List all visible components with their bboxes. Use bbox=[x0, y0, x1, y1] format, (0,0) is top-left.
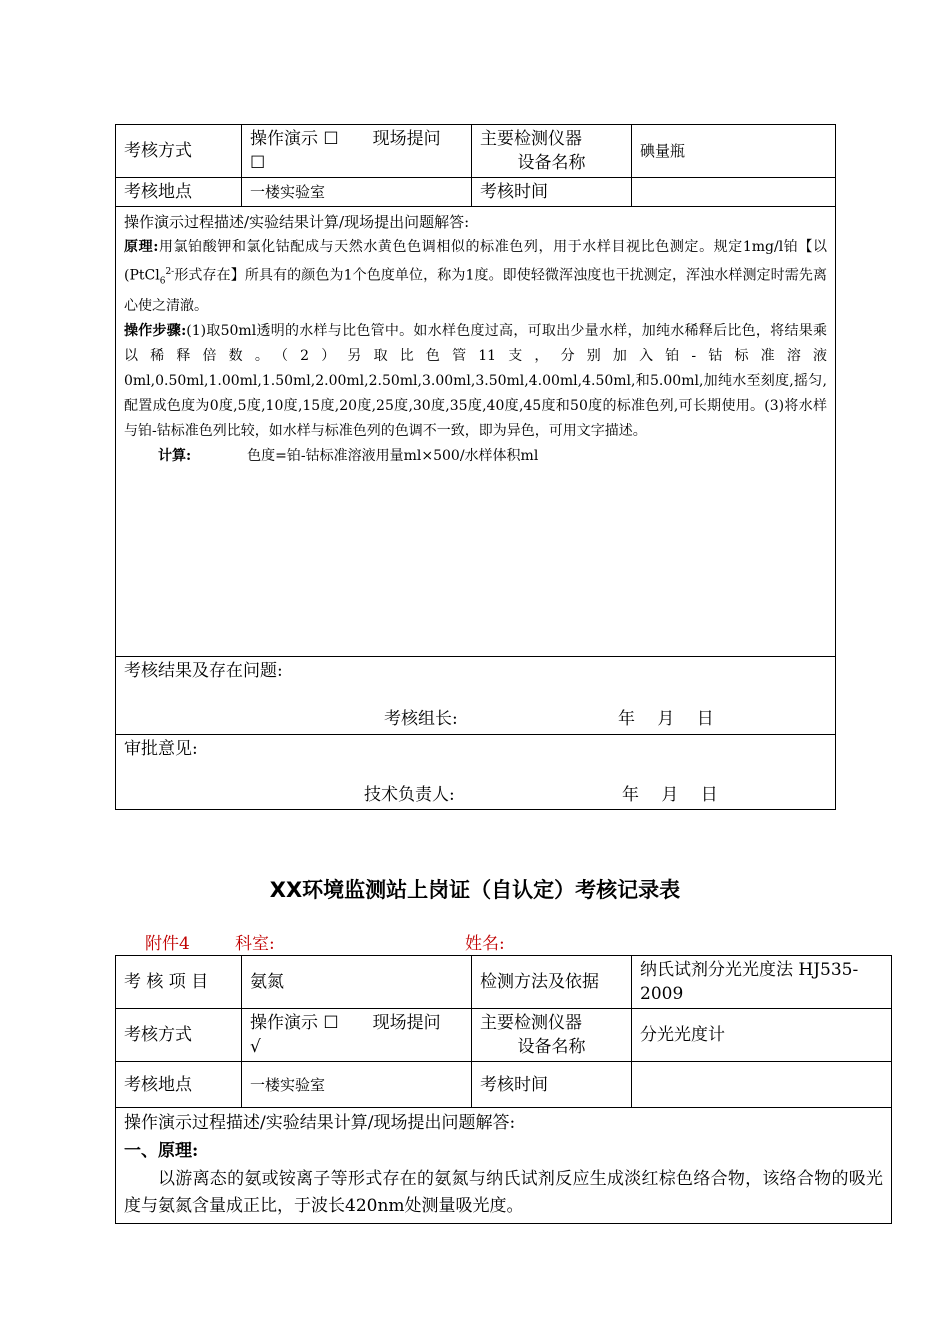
method-value-2-line1: 操作演示 ☐ 现场提问 bbox=[250, 1013, 441, 1033]
method-value-2-line2: √ bbox=[250, 1037, 261, 1057]
instrument-label-2 bbox=[472, 1009, 632, 1062]
approval-label: 审批意见: bbox=[124, 739, 198, 759]
principle-text-a: 用氯铂酸钾和氯化钴配成与天然水黄色色调相似的标准色列，用于水样目视比色测定。规定1mg/l铂【以(PtCl bbox=[124, 239, 828, 284]
item-label: 考 核 项 目 bbox=[116, 956, 242, 1009]
method-value-line2: ☐ bbox=[250, 153, 266, 173]
method-value-line1: 操作演示 ☐ 现场提问 bbox=[250, 129, 441, 149]
steps-label: 操作步骤: bbox=[124, 323, 187, 340]
time-label: 考核时间 bbox=[472, 178, 632, 207]
calc-paragraph bbox=[124, 444, 827, 469]
principle-paragraph bbox=[124, 235, 827, 319]
description-header-2: 操作演示过程描述/实验结果计算/现场提出问题解答: bbox=[124, 1113, 516, 1133]
form-title: XX环境监测站上岗证（自认定）考核记录表 bbox=[269, 878, 681, 902]
principle-text-b: 形式存在】所具有的颜色为1个色度单位，称为1度。即使轻微浑浊度也干扰测定，浑浊水样测定时需先离心使之清澈。 bbox=[124, 267, 827, 315]
leader-label: 考核组长: bbox=[384, 709, 458, 729]
instrument-value-2: 分光光度计 bbox=[632, 1009, 892, 1062]
description-cell-2 bbox=[116, 1108, 892, 1224]
principle-text-2: 以游离态的氨或铵离子等形式存在的氨氮与纳氏试剂反应生成淡红棕色络合物，该络合物的吸光度与氨氮含量成正比，于波长420nm处测量吸光度。 bbox=[124, 1169, 883, 1216]
method-basis-label: 检测方法及依据 bbox=[472, 956, 632, 1009]
location-value: 一楼实验室 bbox=[242, 178, 472, 207]
time-label-2: 考核时间 bbox=[472, 1062, 632, 1108]
principle-heading-2: 一、原理: bbox=[124, 1141, 199, 1161]
principle-sub: 6 bbox=[159, 276, 166, 287]
steps-text: (1)取50ml透明的水样与比色管中。如水样色度过高，可取出少量水样，加纯水稀释后比色，将结果乘以稀释倍数。（2）另取比色管11支，分别加入铂-钴标准溶液0ml,0.50ml,1.00ml,1.50ml,2.00ml,2.50ml,3.00ml,3.50ml,4.00ml,4.50ml,和5.00ml,加纯水至刻度,摇匀,配置成色度为0度,5度,10度,15度,20度,25度,30度,35度,40度,45度和50度的标准色列,可长期使用。(3)将水样与铂-钴标准色列比较，如水样与标准色列的色调不一致，即为异色，可用文字描述。 bbox=[124, 323, 827, 440]
result-cell bbox=[116, 657, 836, 735]
dept-label: 科室: bbox=[235, 934, 275, 954]
attachment-label: 附件4 bbox=[145, 934, 190, 954]
time-value bbox=[632, 178, 836, 207]
tech-label: 技术负责人: bbox=[364, 785, 455, 805]
location-label-2: 考核地点 bbox=[116, 1062, 242, 1108]
item-value: 氨氮 bbox=[242, 956, 472, 1009]
principle-label: 原理: bbox=[124, 239, 159, 255]
assessment-table-1 bbox=[115, 124, 836, 810]
approval-cell bbox=[116, 735, 836, 810]
description-cell bbox=[116, 207, 836, 657]
method-value bbox=[242, 125, 472, 178]
instrument-label bbox=[472, 125, 632, 178]
time-value-2 bbox=[632, 1062, 892, 1108]
instrument-label-line1: 主要检测仪器 bbox=[480, 129, 582, 149]
method-label: 考核方式 bbox=[116, 125, 242, 178]
name-label: 姓名: bbox=[465, 934, 505, 954]
calc-label: 计算: bbox=[158, 448, 192, 465]
location-value-2: 一楼实验室 bbox=[242, 1062, 472, 1108]
principle-sup: 2- bbox=[165, 267, 175, 277]
method-label-2: 考核方式 bbox=[116, 1009, 242, 1062]
tech-date: 年 月 日 bbox=[622, 785, 718, 805]
result-label: 考核结果及存在问题: bbox=[124, 661, 283, 681]
instrument-value: 碘量瓶 bbox=[632, 125, 836, 178]
description-header: 操作演示过程描述/实验结果计算/现场提出问题解答: bbox=[124, 213, 470, 231]
calc-text: 色度=铂-钴标准溶液用量ml×500/水样体积ml bbox=[247, 448, 539, 465]
instrument-label-2-line2: 设备名称 bbox=[517, 1037, 586, 1057]
steps-paragraph bbox=[124, 319, 827, 444]
location-label: 考核地点 bbox=[116, 178, 242, 207]
method-basis-value: 纳氏试剂分光光度法 HJ535-2009 bbox=[632, 956, 892, 1009]
instrument-label-line2: 设备名称 bbox=[517, 153, 586, 173]
instrument-label-2-line1: 主要检测仪器 bbox=[480, 1013, 582, 1033]
leader-date: 年 月 日 bbox=[618, 709, 714, 729]
assessment-table-2 bbox=[115, 955, 892, 1224]
method-value-2 bbox=[242, 1009, 472, 1062]
